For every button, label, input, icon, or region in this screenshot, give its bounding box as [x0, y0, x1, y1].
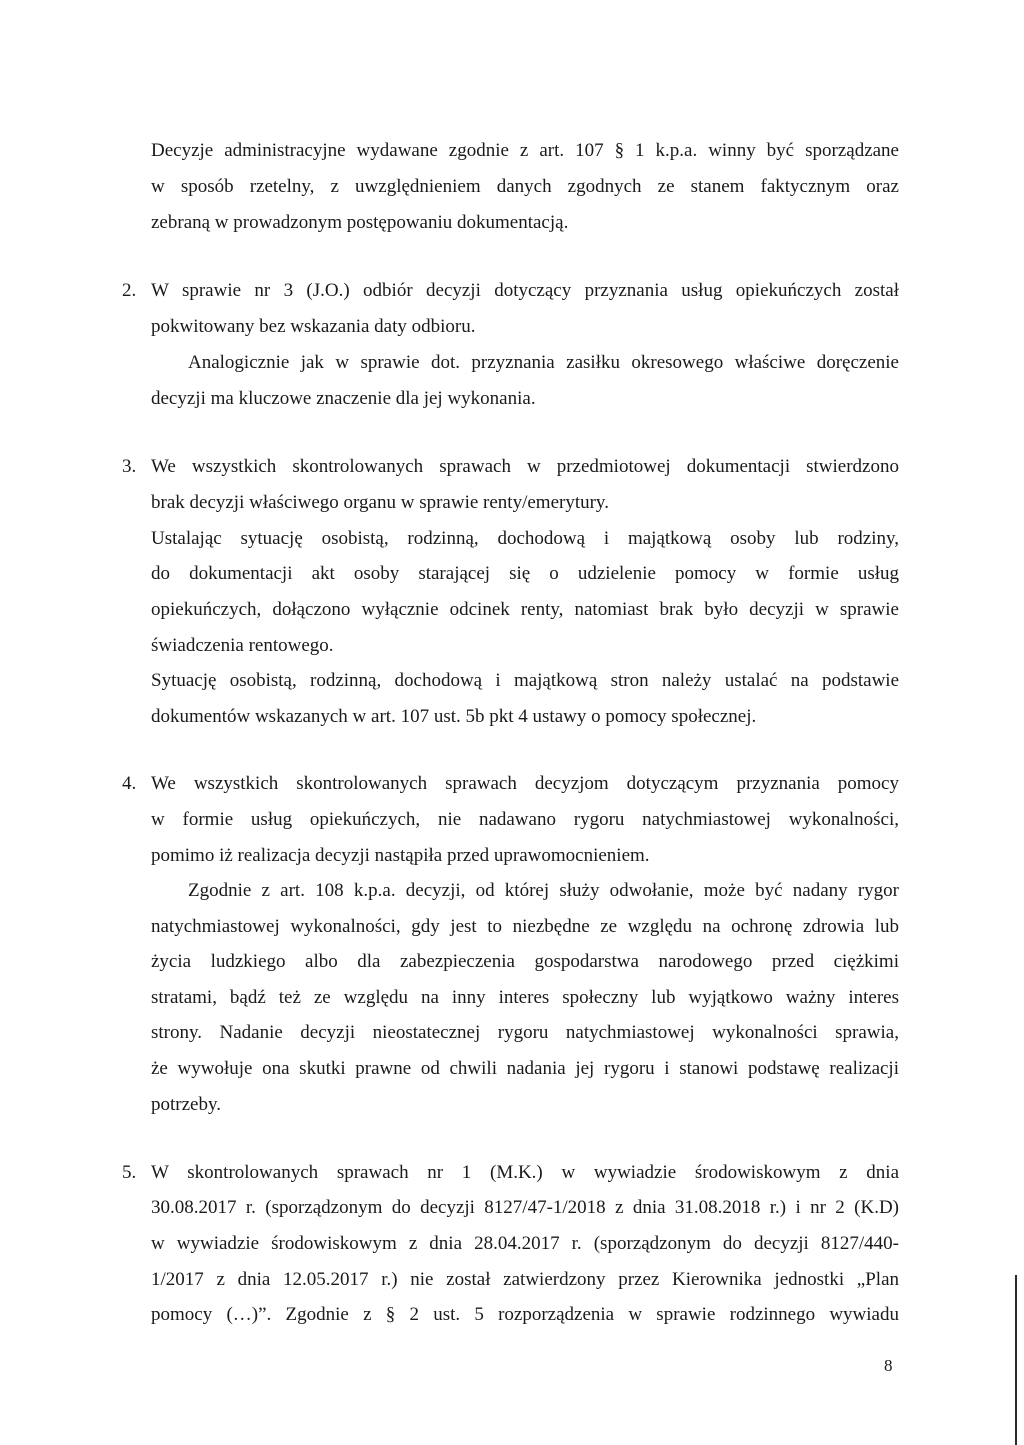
item-3-line-5: opiekuńczych, dołączono wyłącznie odcinek renty, natomiast brak było decyzji w sprawie: [151, 599, 899, 620]
item-4-line-3: pomimo iż realizacja decyzji nastąpiła przed uprawomocnieniem.: [151, 845, 650, 866]
item-4-line-10: potrzeby.: [151, 1094, 221, 1115]
scan-edge-line: [1015, 1275, 1017, 1445]
item-2-number: 2.: [122, 280, 137, 301]
item-3-line-8: dokumentów wskazanych w art. 107 ust. 5b pkt 4 ustawy o pomocy społecznej.: [151, 706, 757, 727]
item-2-line-4: decyzji ma kluczowe znaczenie dla jej wykonania.: [151, 388, 536, 409]
item-4-line-8: strony. Nadanie decyzji nieostatecznej rygoru natychmiastowej wykonalności sprawia,: [151, 1022, 899, 1043]
item-3-line-1: We wszystkich skontrolowanych sprawach w przedmiotowej dokumentacji stwierdzono: [151, 456, 899, 477]
item-3-line-6: świadczenia rentowego.: [151, 635, 334, 656]
item-5-line-4: 1/2017 z dnia 12.05.2017 r.) nie został zatwierdzony przez Kierownika jednostki „Plan: [151, 1269, 899, 1290]
item-4-line-1: We wszystkich skontrolowanych sprawach decyzjom dotyczącym przyznania pomocy: [151, 773, 899, 794]
item-2-line-3: Analogicznie jak w sprawie dot. przyznania zasiłku okresowego właściwe doręczenie: [188, 352, 899, 373]
item-3-line-4: do dokumentacji akt osoby starającej się o udzielenie pomocy w formie usług: [151, 563, 899, 584]
page-number: 8: [884, 1356, 893, 1375]
item-3-number: 3.: [122, 456, 137, 477]
item-4-line-6: życia ludzkiego albo dla zabezpieczenia gospodarstwa narodowego przed ciężkimi: [151, 951, 899, 972]
item-4-number: 4.: [122, 773, 137, 794]
item-4-line-2: w formie usług opiekuńczych, nie nadawano rygoru natychmiastowej wykonalności,: [151, 809, 899, 830]
item-5-line-1: W skontrolowanych sprawach nr 1 (M.K.) w wywiadzie środowiskowym z dnia: [151, 1162, 899, 1183]
item-5-number: 5.: [122, 1162, 137, 1183]
item-3-line-2: brak decyzji właściwego organu w sprawie renty/emerytury.: [151, 492, 609, 513]
item-2-line-1: W sprawie nr 3 (J.O.) odbiór decyzji dotyczący przyznania usług opiekuńczych został: [151, 280, 899, 301]
item-3-line-7: Sytuację osobistą, rodzinną, dochodową i majątkową stron należy ustalać na podstawie: [151, 670, 899, 691]
intro-line-1: Decyzje administracyjne wydawane zgodnie z art. 107 § 1 k.p.a. winny być sporządzane: [151, 140, 899, 161]
item-3-line-3: Ustalając sytuację osobistą, rodzinną, dochodową i majątkową osoby lub rodziny,: [151, 528, 899, 549]
item-2-line-2: pokwitowany bez wskazania daty odbioru.: [151, 316, 476, 337]
item-4-line-7: stratami, bądź też ze względu na inny interes społeczny lub wyjątkowo ważny interes: [151, 987, 899, 1008]
item-5-line-3: w wywiadzie środowiskowym z dnia 28.04.2017 r. (sporządzonym do decyzji 8127/440-: [151, 1233, 899, 1254]
intro-line-3: zebraną w prowadzonym postępowaniu dokumentacją.: [151, 212, 569, 233]
intro-line-2: w sposób rzetelny, z uwzględnieniem danych zgodnych ze stanem faktycznym oraz: [151, 176, 899, 197]
item-4-line-5: natychmiastowej wykonalności, gdy jest to niezbędne ze względu na ochronę zdrowia lub: [151, 916, 899, 937]
item-4-line-9: że wywołuje ona skutki prawne od chwili nadania jej rygoru i stanowi podstawę realizacji: [151, 1058, 899, 1079]
item-5-line-5: pomocy (…)”. Zgodnie z § 2 ust. 5 rozporządzenia w sprawie rodzinnego wywiadu: [151, 1304, 899, 1325]
item-5-line-2: 30.08.2017 r. (sporządzonym do decyzji 8127/47-1/2018 z dnia 31.08.2018 r.) i nr 2 (K.D): [151, 1197, 899, 1218]
item-4-line-4: Zgodnie z art. 108 k.p.a. decyzji, od której służy odwołanie, może być nadany rygor: [188, 880, 899, 901]
